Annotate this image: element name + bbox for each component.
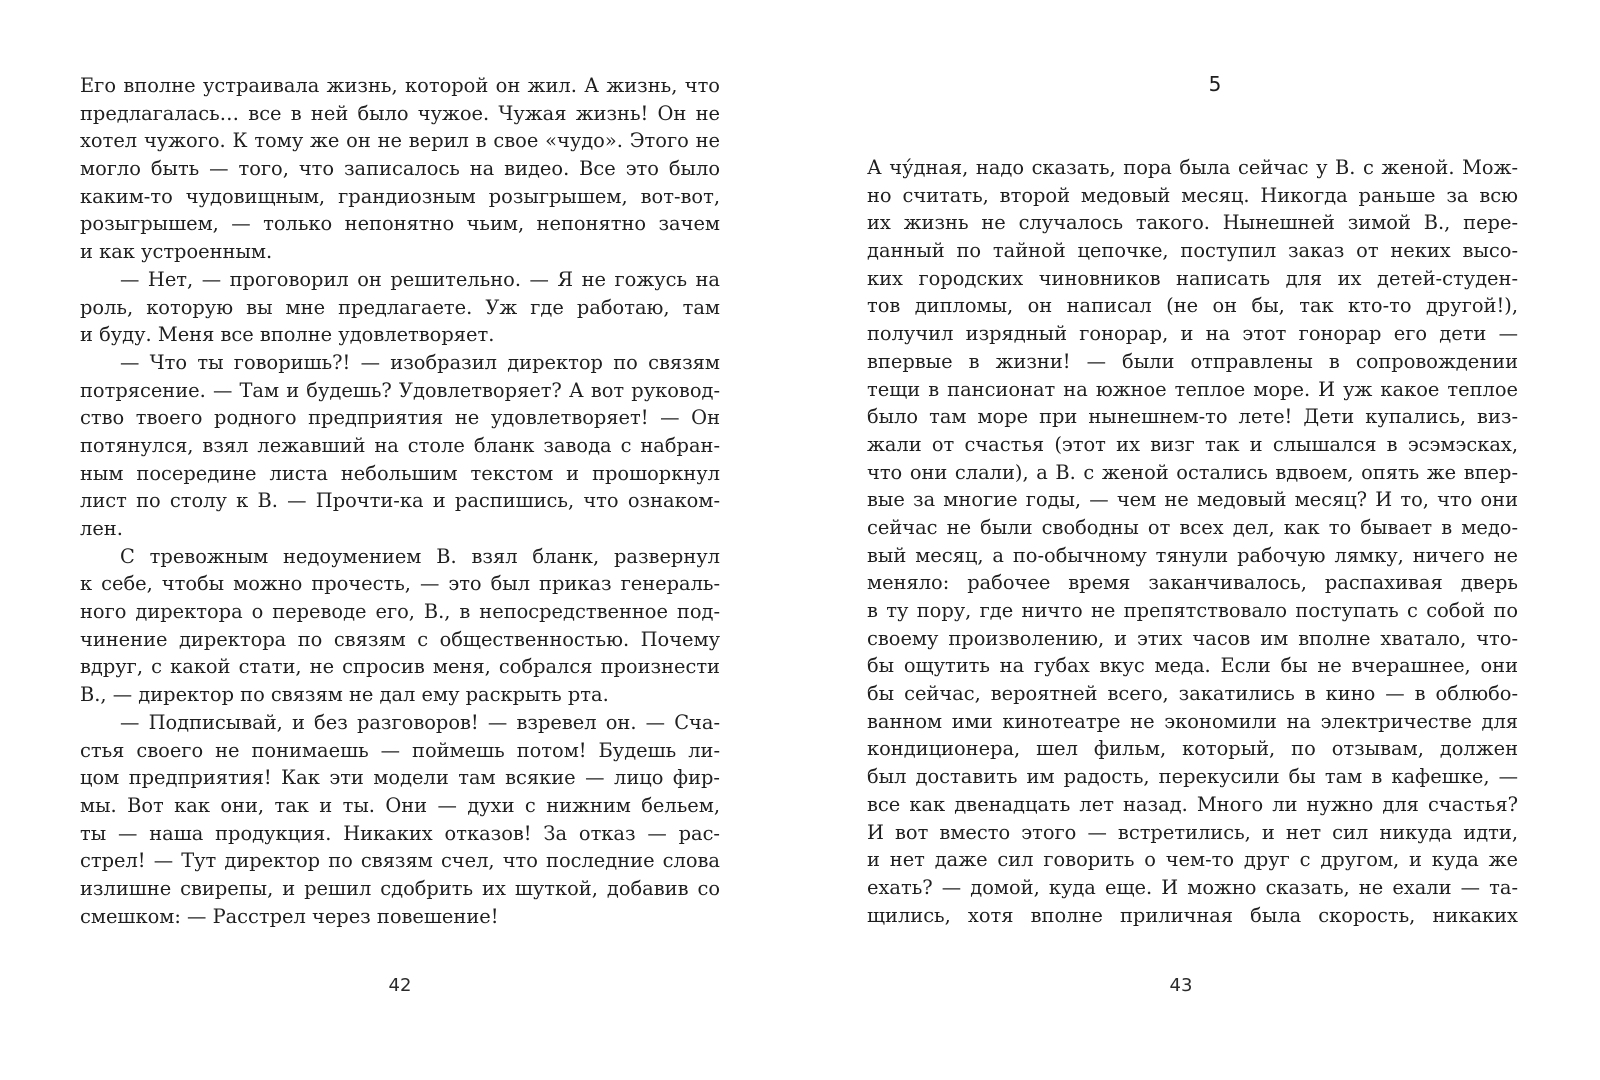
text-line: но считать, второй медовый месяц. Никогда раньше за всю <box>867 183 1518 207</box>
text-line: тещи в пансионат на южное теплое море. И уж какое теплое <box>867 377 1518 401</box>
text-line: ство твоего родного предприятия не удовлетворяет! — Он <box>80 406 720 430</box>
chapter-number: 5 <box>1208 72 1222 96</box>
text-line: ких городских чиновников написать для их детей-студен- <box>867 266 1518 290</box>
text-line: ванном ими кинотеатре не экономили на электричестве для <box>867 709 1518 733</box>
text-line: смешком: — Расстрел через повешение! <box>80 904 499 928</box>
text-line: их жизнь не случалось такого. Нынешней зимой В., пере- <box>867 211 1518 235</box>
text-line: меняло: рабочее время заканчивалось, распахивая дверь <box>867 571 1518 595</box>
text-line: что они слали), а В. с женой остались вдвоем, опять же впер- <box>867 460 1518 484</box>
text-line: В., — директор по связям не дал ему раскрыть рта. <box>80 683 609 707</box>
text-line: — Подписывай, и без разговоров! — взревел он. — Сча- <box>120 710 720 734</box>
text-line: ты — наша продукция. Никаких отказов! За отказ — рас- <box>80 821 720 845</box>
text-line: ехать? — домой, куда еще. И можно сказать, не ехали — та- <box>867 875 1518 899</box>
text-line: щились, хотя вполне приличная была скорость, никаких <box>867 903 1518 927</box>
text-line: бы сейчас, вероятней всего, закатились в кино — в облюбо- <box>867 682 1518 706</box>
text-line: все как двенадцать лет назад. Много ли нужно для счастья? <box>867 792 1518 816</box>
text-line: лист по столу к В. — Прочти-ка и распишись, что ознаком- <box>80 489 720 513</box>
text-line: потрясение. — Там и будешь? Удовлетворяет? А вот руковод- <box>80 378 720 402</box>
text-line: розыгрышем, — только непонятно чьим, непонятно зачем <box>80 212 720 236</box>
right-page-text <box>867 154 1518 929</box>
text-line: вдруг, с какой стати, не спросив меня, собрался произнести <box>80 655 720 679</box>
text-line: чинение директора по связям с общественностью. Почему <box>80 627 720 651</box>
text-line: тов дипломы, он написал (не он бы, так кто-то другой!), <box>867 294 1518 318</box>
text-line: потянулся, взял лежавший на столе бланк завода с набран- <box>80 433 720 457</box>
text-line: хотел чужого. К тому же он не верил в свое «чудо». Этого не <box>80 129 720 153</box>
page-number: 43 <box>1169 975 1193 996</box>
text-line: лен. <box>80 517 123 540</box>
text-line: ного директора о переводе его, В., в непосредственное под- <box>80 600 720 624</box>
text-line: — Что ты говоришь?! — изобразил директор по связям <box>120 350 720 374</box>
text-line: вый месяц, а по-обычному тянули рабочую лямку, ничего не <box>867 543 1518 567</box>
text-line: и буду. Меня все вполне удовлетворяет. <box>80 323 495 347</box>
text-line: Его вполне устраивала жизнь, которой он жил. А жизнь, что <box>80 74 720 97</box>
text-line: данный по тайной цепочке, поступил заказ от неких высо- <box>867 239 1518 263</box>
text-line: и нет даже сил говорить о чем-то друг с другом, и куда же <box>867 848 1518 872</box>
text-line: роль, которую вы мне предлагаете. Уж где работаю, там <box>80 295 720 319</box>
text-line: И вот вместо этого — встретились, и нет сил никуда идти, <box>867 820 1518 844</box>
text-line: сейчас не были свободны от всех дел, как то бывает в медо- <box>867 515 1518 539</box>
text-line: был доставить им радость, перекусили бы там в кафешке, — <box>867 765 1518 789</box>
text-line: впервые в жизни! — были отправлены в сопровождении <box>867 349 1518 373</box>
text-line: могло быть — того, что записалось на видео. Все это было <box>80 157 720 181</box>
text-line: — Нет, — проговорил он решительно. — Я не гожусь на <box>120 267 720 291</box>
page-number: 42 <box>388 975 412 996</box>
text-line: стрел! — Тут директор по связям счел, что последние слова <box>80 849 720 873</box>
text-line: бы ощутить на губах вкус меда. Если бы не вчерашнее, они <box>867 654 1518 678</box>
text-line: стья своего не понимаешь — поймешь потом! Будешь ли- <box>80 738 720 762</box>
right-page <box>800 0 1600 1080</box>
text-line: ным посередине листа небольшим текстом и прошоркнул <box>80 461 720 485</box>
text-line: в ту пору, где ничто не препятствовало поступать с собой по <box>867 599 1518 622</box>
text-line: получил изрядный гонорар, и на этот гонорар его дети — <box>867 322 1518 346</box>
text-line: к себе, чтобы можно прочесть, — это был приказ генераль- <box>80 572 720 596</box>
left-page-text <box>80 72 720 930</box>
text-line: и как устроенным. <box>80 240 273 264</box>
text-line: вые за многие годы, — чем не медовый месяц? И то, что они <box>867 488 1518 512</box>
text-line: цом предприятия! Как эти модели там всякие — лицо фир- <box>80 766 720 790</box>
text-line: излишне свирепы, и решил сдобрить их шуткой, добавив со <box>80 876 720 900</box>
text-line: А чу́дная, надо сказать, пора была сейчас у В. с женой. Мож- <box>867 156 1518 179</box>
text-line: было там море при нынешнем-то лете! Дети купались, виз- <box>867 405 1518 429</box>
text-line: мы. Вот как они, так и ты. Они — духи с нижним бельем, <box>80 793 720 817</box>
text-line: жали от счастья (этот их визг так и слышался в эсэмэсках, <box>867 432 1518 456</box>
text-line: С тревожным недоумением В. взял бланк, развернул <box>120 544 720 568</box>
text-line: кондиционера, шел фильм, который, по отзывам, должен <box>867 737 1518 761</box>
text-line: каким-то чудовищным, грандиозным розыгрышем, вот-вот, <box>80 184 720 208</box>
text-line: предлагалась… все в ней было чужое. Чужая жизнь! Он не <box>80 101 720 125</box>
text-line: своему произволению, и этих часов им вполне хватало, что- <box>867 626 1518 650</box>
